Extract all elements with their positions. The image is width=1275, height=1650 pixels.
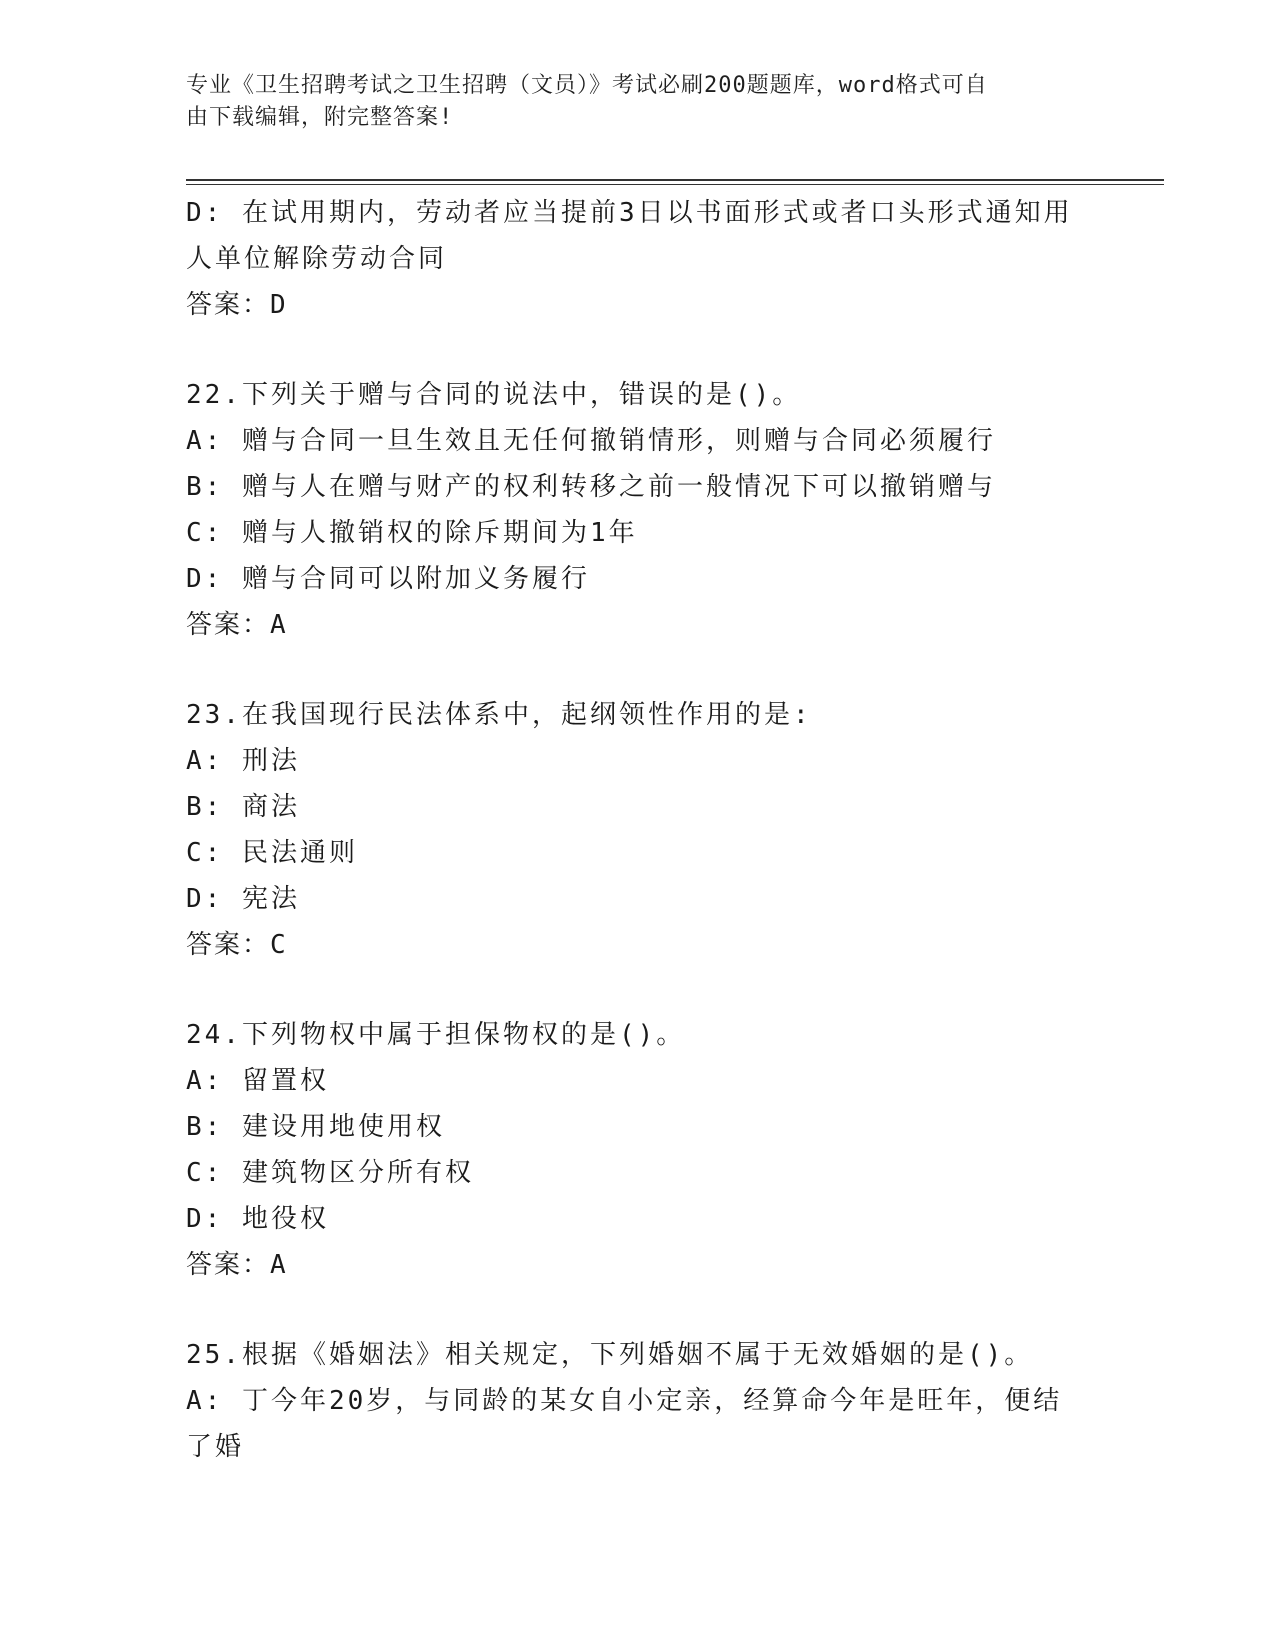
option-a-line-2: 了婚 xyxy=(186,1432,245,1462)
option-c: C: 民法通则 xyxy=(186,838,358,868)
question-stem: 24.下列物权中属于担保物权的是()。 xyxy=(186,1020,686,1050)
answer-line: 答案：D xyxy=(186,290,288,320)
answer-line: 答案：A xyxy=(186,1250,288,1280)
answer-line: 答案：C xyxy=(186,930,288,960)
option-b: B: 商法 xyxy=(186,792,300,822)
option-a-line-1: A: 丁今年20岁，与同龄的某女自小定亲，经算命今年是旺年，便结 xyxy=(186,1386,1063,1416)
option-d-line-2: 人单位解除劳动合同 xyxy=(186,244,448,274)
question-stem: 22.下列关于赠与合同的说法中，错误的是()。 xyxy=(186,380,802,410)
option-a: A: 赠与合同一旦生效且无任何撤销情形，则赠与合同必须履行 xyxy=(186,426,996,456)
option-b: B: 建设用地使用权 xyxy=(186,1112,445,1142)
question-22 xyxy=(186,372,1086,648)
answer-line: 答案：A xyxy=(186,610,288,640)
header-line-2: 由下载编辑，附完整答案! xyxy=(186,105,454,130)
question-23 xyxy=(186,692,1086,968)
option-c: C: 赠与人撤销权的除斥期间为1年 xyxy=(186,518,638,548)
option-b: B: 赠与人在赠与财产的权利转移之前一般情况下可以撤销赠与 xyxy=(186,472,996,502)
option-d: D: 宪法 xyxy=(186,884,300,914)
option-d-line-1: D: 在试用期内，劳动者应当提前3日以书面形式或者口头形式通知用 xyxy=(186,198,1073,228)
option-a: A: 刑法 xyxy=(186,746,300,776)
question-24 xyxy=(186,1012,1086,1288)
question-stem: 23.在我国现行民法体系中，起纲领性作用的是: xyxy=(186,700,812,730)
header-line-1: 专业《卫生招聘考试之卫生招聘（文员）》考试必刷200题题库，word格式可自 xyxy=(186,73,988,98)
document-header xyxy=(186,70,1086,134)
question-25 xyxy=(186,1332,1086,1470)
option-c: C: 建筑物区分所有权 xyxy=(186,1158,474,1188)
carryover-block xyxy=(186,190,1086,328)
question-stem: 25.根据《婚姻法》相关规定，下列婚姻不属于无效婚姻的是()。 xyxy=(186,1340,1034,1370)
option-a: A: 留置权 xyxy=(186,1066,329,1096)
option-d: D: 地役权 xyxy=(186,1204,329,1234)
document-body xyxy=(186,190,1086,1470)
header-divider xyxy=(186,179,1164,181)
option-d: D: 赠与合同可以附加义务履行 xyxy=(186,564,590,594)
